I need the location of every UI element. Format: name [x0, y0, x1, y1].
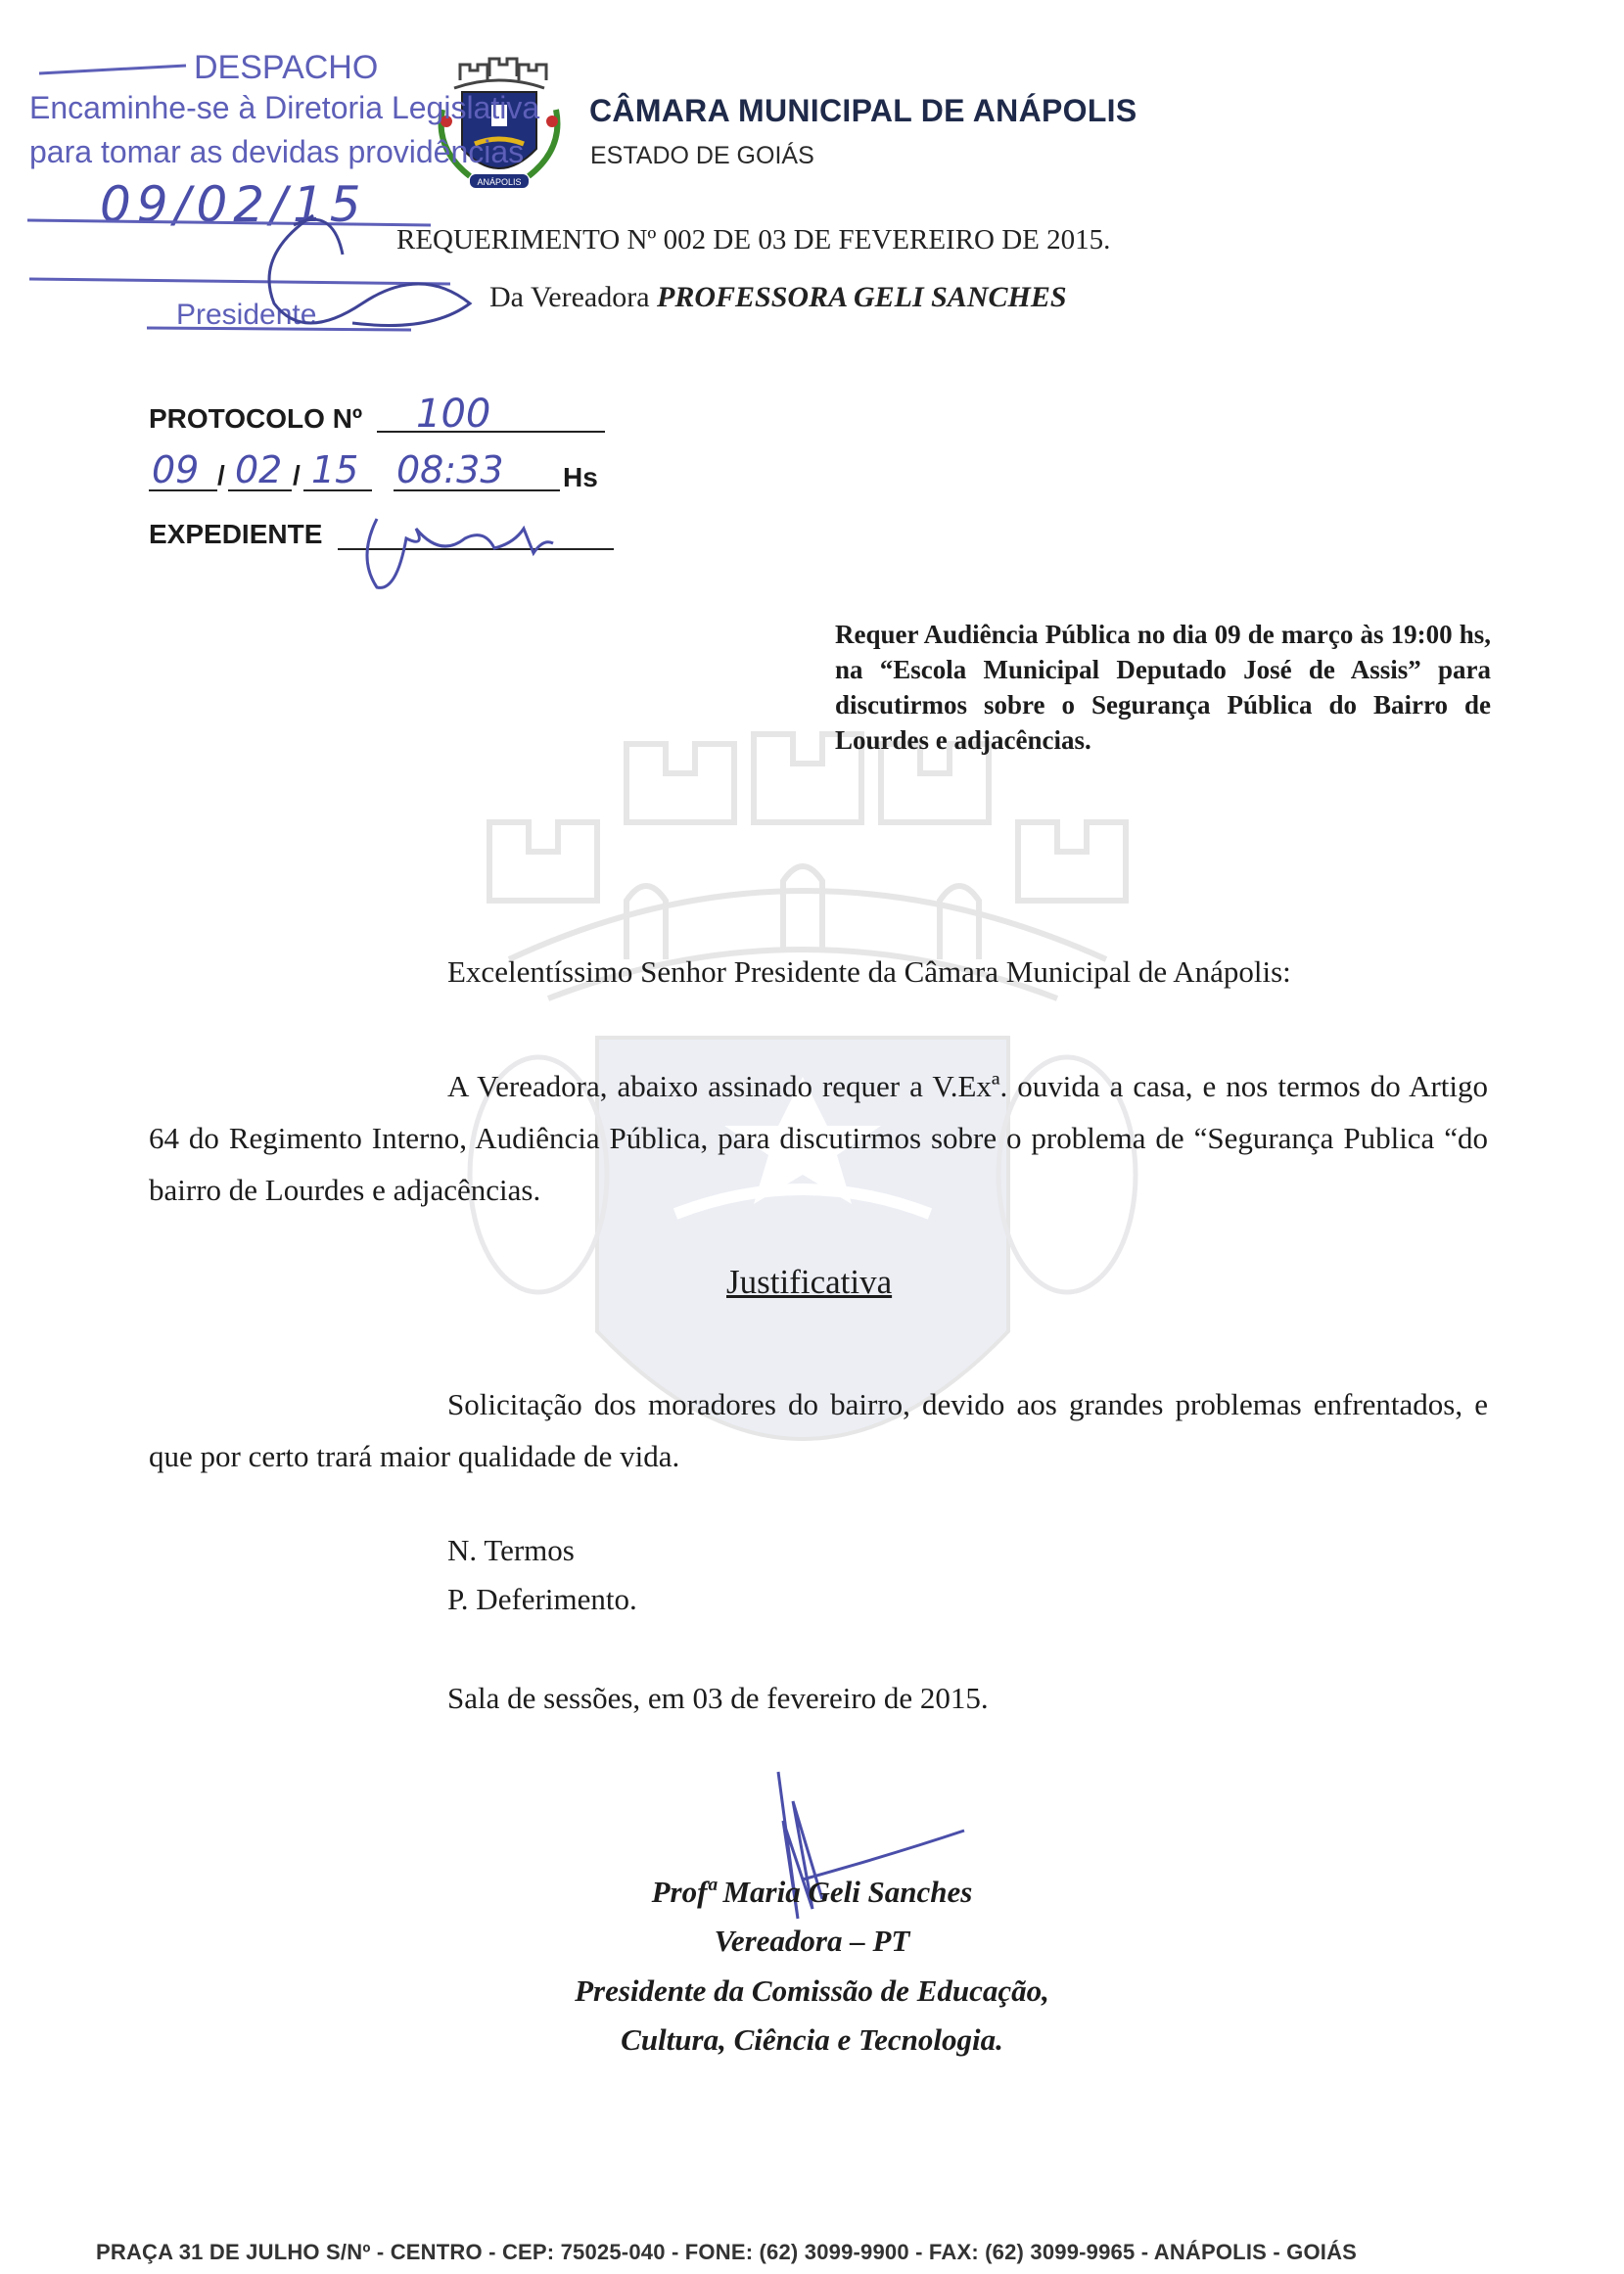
stamp-line-1: Encaminhe-se à Diretoria Legislativa: [29, 90, 540, 125]
stamp-signature-label: Presidente: [176, 299, 317, 331]
justificativa-title: Justificativa: [726, 1263, 893, 1301]
stamp-title: DESPACHO: [194, 49, 379, 86]
body-paragraph: A Vereadora, abaixo assinado requer a V.Exª. ouvida a casa, e nos termos do Artigo 64 do Regimento Interno, Audiência Pública, para discutirmos sobre o problema de “Segurança Publica “do bairro de Lourdes e adjacências.: [149, 1069, 1488, 1207]
crest-banner-text: ANÁPOLIS: [477, 177, 522, 187]
signature-position-2: Cultura, Ciência e Tecnologia.: [621, 2022, 1003, 2057]
salutation: Excelentíssimo Senhor Presidente da Câmara Municipal de Anápolis:: [447, 954, 1291, 989]
author-name: PROFESSORA GELI SANCHES: [657, 281, 1067, 313]
requerimento-author: [489, 281, 1067, 314]
protocol-day: 09: [152, 448, 200, 491]
organization-name: CÂMARA MUNICIPAL DE ANÁPOLIS: [589, 93, 1137, 128]
protocol-label: PROTOCOLO Nº: [149, 403, 363, 434]
signature-role: Vereadora – PT: [714, 1924, 910, 1958]
expediente-signature-scribble: [348, 499, 563, 597]
author-prefix: Da Vereadora: [489, 281, 650, 313]
protocol-hs-label: Hs: [563, 462, 598, 492]
protocol-number-line: [377, 431, 605, 433]
protocol-year: 15: [311, 448, 359, 491]
protocol-date-separator: /: [217, 460, 225, 490]
stamp-line-2: para tomar as devidas providências: [29, 134, 525, 169]
stamp-handwritten-date: 09/02/15: [100, 176, 367, 233]
closing-line-1: N. Termos: [447, 1533, 575, 1567]
date-line: Sala de sessões, em 03 de fevereiro de 2015.: [447, 1681, 989, 1715]
protocol-time: 08:33: [396, 448, 504, 491]
closing-line-2: P. Deferimento.: [447, 1582, 637, 1616]
request-summary: Requer Audiência Pública no dia 09 de março às 19:00 hs, na “Escola Municipal Deputado José de Assis” para discutirmos sobre o Segurança Pública do Bairro de Lourdes e adjacências.: [835, 620, 1491, 755]
protocol-month: 02: [235, 448, 283, 491]
requerimento-title: REQUERIMENTO Nº 002 DE 03 DE FEVEREIRO DE 2015.: [396, 224, 1111, 255]
protocol-number: 100: [416, 392, 491, 437]
footer-address: PRAÇA 31 DE JULHO S/Nº - CENTRO - CEP: 75025-040 - FONE: (62) 3099-9900 - FAX: (62) 3099-9965 - ANÁPOLIS - GOIÁS: [96, 2240, 1358, 2264]
organization-state: ESTADO DE GOIÁS: [590, 142, 814, 169]
signature-name: Profª Maria Geli Sanches: [651, 1875, 973, 1909]
protocol-date-separator-2: /: [293, 460, 301, 490]
justificativa-text: Solicitação dos moradores do bairro, devido aos grandes problemas enfrentados, e que por certo trará maior qualidade de vida.: [149, 1387, 1488, 1473]
signature-position-1: Presidente da Comissão de Educação,: [575, 1973, 1049, 2008]
councilwoman-signature-scribble: [744, 1762, 979, 1938]
expediente-label: EXPEDIENTE: [149, 519, 323, 549]
president-signature-scribble: [196, 196, 489, 352]
